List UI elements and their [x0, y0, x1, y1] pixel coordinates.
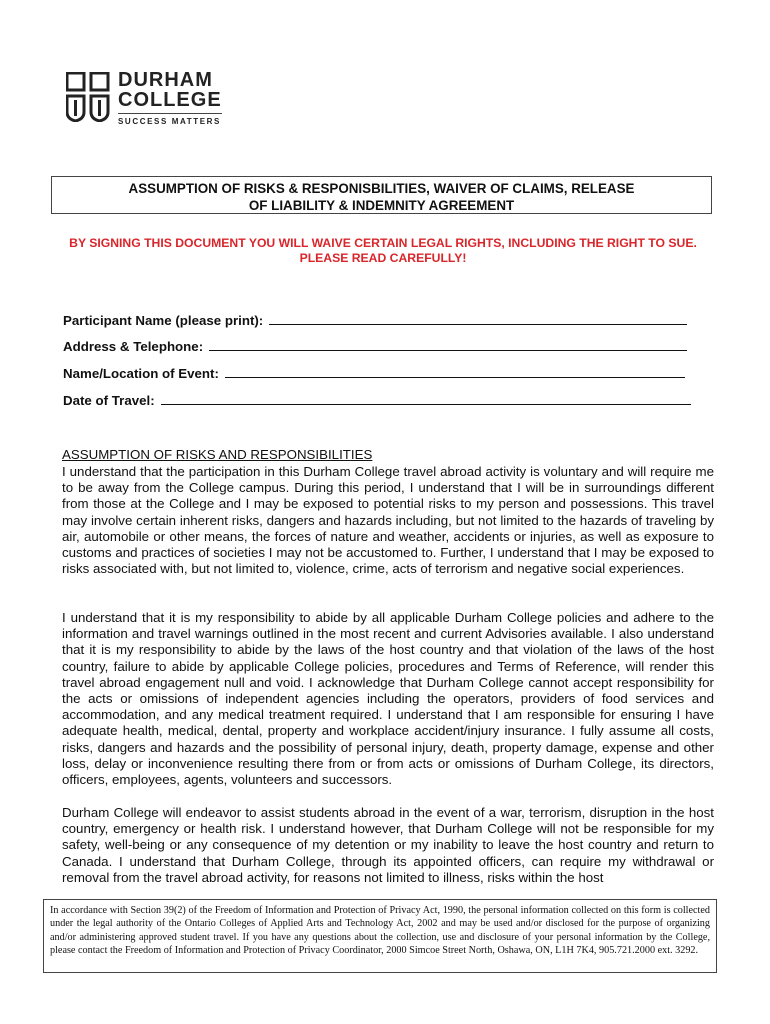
- address-telephone-input-line[interactable]: [209, 338, 687, 351]
- event-field[interactable]: [63, 365, 685, 381]
- participant-name-field[interactable]: [63, 312, 687, 328]
- section-title: ASSUMPTION OF RISKS AND RESPONSIBILITIES: [62, 447, 373, 462]
- address-telephone-label: Address & Telephone:: [63, 339, 204, 354]
- event-input-line[interactable]: [225, 365, 685, 378]
- participant-name-input-line[interactable]: [269, 312, 687, 325]
- date-of-travel-input-line[interactable]: [161, 392, 691, 405]
- document-title-box: [51, 176, 712, 214]
- paragraph-1: I understand that the participation in this Durham College travel abroad activity is voluntary and will require me to be away from the College campus. During this period, I understand that I will be in surroundings different from those at the College and I may be exposed to potential risks to my person and possessions. This travel may involve certain inherent risks, dangers and hazards including, but not limited to the hazards of traveling by air, automobile or other means, the forces of nature and weather, accidents or injuries, as well as exposure to customs and practices of societies I may not be accustomed to. Further, I understand that I may be exposed to risks associated with, but not limited to, violence, crime, acts of terrorism and negative social experiences.: [62, 464, 714, 577]
- privacy-notice-box: In accordance with Section 39(2) of the Freedom of Information and Protection of Privacy Act, 1990, the personal information collected on this form is collected under the legal authority of the Ontario Colleges of Applied Arts and Technology Act, 2002 and may be used and/or disclosed for the purpose of organizing and/or administering approved student travel. If you have any questions about the collection, use and disclosure of your personal information by the College, please contact the Freedom of Information and Protection of Privacy Coordinator, 2000 Simcoe Street North, Oshawa, ON, L1H 7K4, 905.721.2000 ext. 3292.: [43, 899, 717, 973]
- paragraph-2: I understand that it is my responsibility to abide by all applicable Durham College policies and adhere to the information and travel warnings outlined in the most recent and current Advisories available. I also understand that it is my responsibility to abide by the laws of the host country and that violation of the laws of the host country, failure to abide by applicable College policies, procedures and Terms of Reference, will render this travel abroad engagement null and void. I acknowledge that Durham College cannot accept responsibility for the acts or omissions of independent agencies including the operators, providers of food services and accommodation, and any medical treatment required. I understand that I am responsible for ensuring I have adequate health, medical, dental, property and workplace accident/injury insurance. I fully assume all costs, risks, dangers and hazards and the possibility of personal injury, death, property damage, expense and other loss, delay or inconvenience resulting there from or from acts or omissions of Durham College, its directors, officers, employees, agents, volunteers and successors.: [62, 610, 714, 788]
- document-title-line-2: OF LIABILITY & INDEMNITY AGREEMENT: [248, 198, 515, 213]
- durham-college-logo: [66, 70, 226, 128]
- date-of-travel-label: Date of Travel:: [63, 393, 155, 408]
- paragraph-3: Durham College will endeavor to assist students abroad in the event of a war, terrorism, disruption in the host country, emergency or health risk. I understand however, that Durham College will not be responsible for my safety, well-being or any consequence of my detention or my inability to leave the host country and return to Canada. I understand that Durham College, through its appointed officers, can require my withdrawal or removal from the travel abroad activity, for reasons not limited to illness, risks within the host: [62, 805, 714, 885]
- logo-line-college: COLLEGE: [118, 89, 222, 111]
- durham-college-crest-icon: [66, 72, 110, 122]
- logo-divider: [118, 113, 222, 114]
- date-of-travel-field[interactable]: [63, 392, 691, 408]
- legal-warning: BY SIGNING THIS DOCUMENT YOU WILL WAIVE CERTAIN LEGAL RIGHTS, INCLUDING THE RIGHT TO SUE. PLEASE READ CAREFULLY!: [69, 236, 697, 265]
- address-telephone-field[interactable]: [63, 338, 687, 354]
- participant-name-label: Participant Name (please print):: [63, 313, 264, 328]
- logo-line-durham: DURHAM: [118, 69, 213, 91]
- document-title-line-1: ASSUMPTION OF RISKS & RESPONISBILITIES, WAIVER OF CLAIMS, RELEASE: [128, 181, 635, 196]
- logo-tagline: SUCCESS MATTERS: [118, 117, 221, 126]
- event-label: Name/Location of Event:: [63, 366, 219, 381]
